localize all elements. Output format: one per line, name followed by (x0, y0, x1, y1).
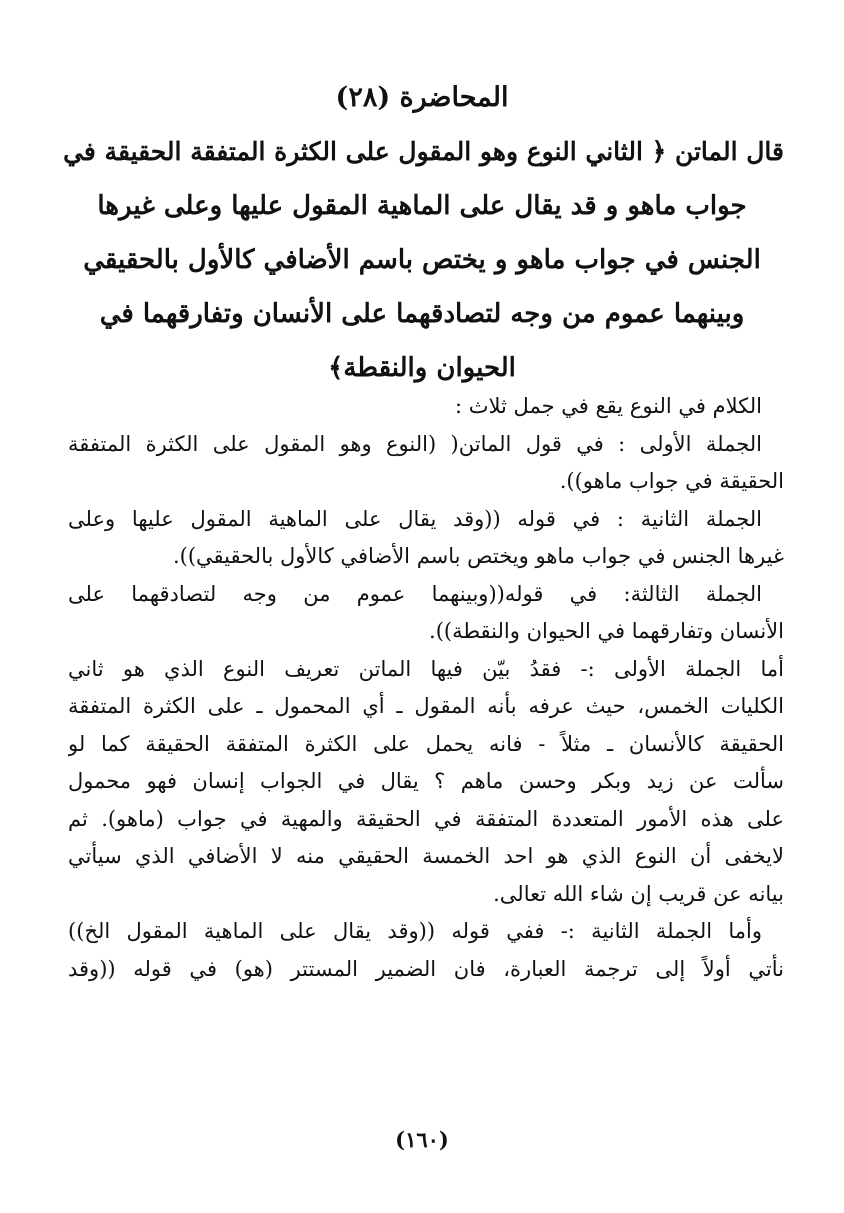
body-line: الكليات الخمس، حيث عرفه بأنه المقول ـ أي المحمول ـ على الكثرة المتفقة (68, 694, 784, 718)
matn-line: قال الماتن ﴿ الثاني النوع وهو المقول على الكثرة المتفقة الحقيقة في (63, 137, 784, 166)
body-line: الجملة الثالثة: في قوله((وبينهما عموم من وجه لتصادقهما على (68, 581, 762, 606)
commentary-body (68, 388, 784, 988)
body-line: غيرها الجنس في جواب ماهو ويختص باسم الأضافي كالأول بالحقيقي)). (172, 544, 784, 568)
body-line: الكلام في النوع يقع في جمل ثلاث : (454, 394, 762, 418)
page-number: (١٦٠) (395, 1127, 449, 1152)
body-line: الحقيقة في جواب ماهو)). (559, 469, 784, 493)
matn-line: الجنس في جواب ماهو و يختص باسم الأضافي كالأول بالحقيقي (83, 245, 761, 275)
matn-line: وبينهما عموم من وجه لتصادقهما على الأنسان وتفارقهما في (99, 299, 745, 329)
body-line: الجملة الثانية : في قوله ((وقد يقال على الماهية المقول عليها وعلى (68, 506, 762, 531)
body-line: وأما الجملة الثانية :- ففي قوله ((وقد يقال على الماهية المقول الخ)) (68, 919, 762, 943)
body-line: لايخفى أن النوع الذي هو احد الخمسة الحقيقي منه لا الأضافي الذي سيأتي (68, 844, 784, 868)
matn-line: جواب ماهو و قد يقال على الماهية المقول عليها وعلى غيرها (97, 191, 747, 221)
body-line: نأتي أولاً إلى ترجمة العبارة، فان الضمير المستتر (هو) في قوله ((وقد (68, 956, 784, 981)
matn-quote-block (60, 125, 784, 395)
matn-line: الحيوان والنقطة﴾ (328, 353, 516, 383)
body-line: أما الجملة الأولى :- فقدُ بيّن فيها الماتن تعريف النوع الذي هو ثاني (68, 656, 784, 681)
body-line: بيانه عن قريب إن شاء الله تعالى. (493, 881, 784, 906)
body-line: الحقيقة كالأنسان ـ مثلاً - فانه يحمل على الكثرة المتفقة الحقيقة كما لو (68, 731, 784, 756)
body-line: سألت عن زيد وبكر وحسن ماهم ؟ يقال في الجواب إنسان فهو محمول (68, 769, 784, 793)
body-line: على هذه الأمور المتعددة المتفقة في الحقيقة والمهية في جواب (ماهو). ثم (68, 806, 784, 831)
body-line: الجملة الأولى : في قول الماتن( (النوع وهو المقول على الكثرة المتفقة (68, 431, 762, 456)
lecture-title: المحاضرة (٢٨) (335, 82, 509, 113)
body-line: الأنسان وتفارقهما في الحيوان والنقطة)). (429, 619, 784, 643)
